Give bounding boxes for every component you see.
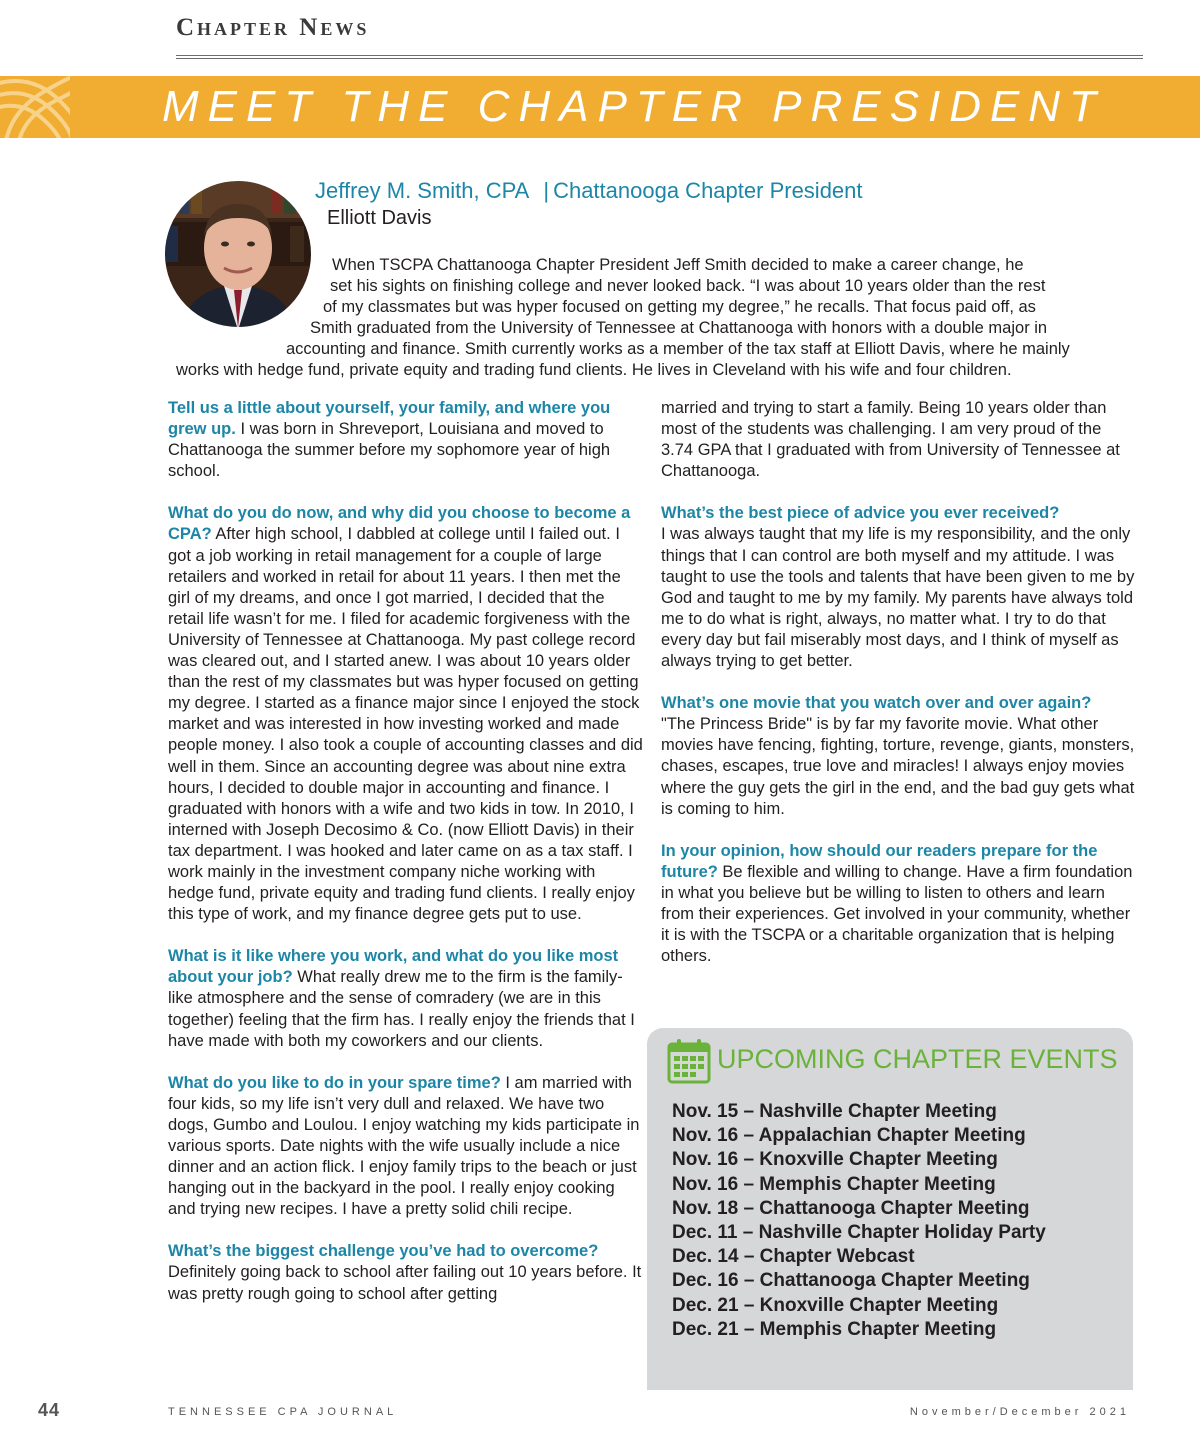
header-rule [176,55,1143,59]
answer: Definitely going back to school after failing out 10 years before. It was pretty rough going to school after getting [168,1263,642,1303]
left-column [168,398,643,1326]
intro-line: accounting and finance. Smith currently works as a member of the tax staff at Elliott Davis, where he mainly [286,340,1070,358]
president-name: Jeffrey M. Smith, CPA [315,178,530,203]
event-item: Nov. 16 – Knoxville Chapter Meeting [672,1149,998,1171]
president-portrait [162,178,314,330]
intro-line: When TSCPA Chattanooga Chapter President Jeff Smith decided to make a career change, he [332,256,1024,274]
event-item: Dec. 16 – Chattanooga Chapter Meeting [672,1270,1030,1292]
upcoming-events-box [647,1028,1133,1390]
question: What do you like to do in your spare time? [168,1073,501,1092]
qa-block [168,1241,643,1304]
intro-line: set his sights on finishing college and never looked back. “I was about 10 years older than the rest [330,277,1046,295]
knot-decoration-icon [0,76,70,138]
question: What do you do now, and why did you choose to become a CPA? [168,504,631,544]
question: Tell us a little about yourself, your family, and where you grew up. [168,399,611,439]
event-item: Nov. 16 – Memphis Chapter Meeting [672,1173,996,1195]
title-banner [0,76,1200,138]
answer: married and trying to start a family. Being 10 years older than most of the students was challenging. I am very proud of the 3.74 GPA that I graduated with from University of Tennessee at Chattanooga. [661,399,1120,481]
qa-block [661,693,1136,820]
event-item: Nov. 15 – Nashville Chapter Meeting [672,1101,997,1122]
intro-line: works with hedge fund, private equity and trading fund clients. He lives in Cleveland with his wife and four children. [176,361,1012,379]
event-item: Nov. 16 – Appalachian Chapter Meeting [672,1125,1026,1147]
answer: "The Princess Bride" is by far my favorite movie. What other movies have fencing, fighting, torture, revenge, giants, monsters, chases, escapes, true love and miracles! I always enjoy movies where the guy gets the girl in the end, and the bad guy gets what is coming to him. [661,715,1135,818]
intro-line: of my classmates but was hyper focused on getting my degree,” he recalls. That focus paid off, as [323,298,1036,316]
question: In your opinion, how should our readers prepare for the future? [661,841,1098,881]
qa-block [168,503,643,925]
answer: What really drew me to the firm is the family-like atmosphere and the sense of comradery (we are in this together) feeling that the firm has. I really enjoy the friends that I have made with both my coworkers and our clients. [168,968,635,1050]
event-item: Dec. 14 – Chapter Webcast [672,1246,915,1268]
president-firm: Elliott Davis [327,207,432,229]
president-role: Chattanooga Chapter President [553,178,863,203]
intro-line: Smith graduated from the University of Tennessee at Chattanooga with honors with a double major in [310,319,1048,337]
event-item: Dec. 21 – Knoxville Chapter Meeting [672,1294,999,1316]
journal-name: TENNESSEE CPA JOURNAL [168,1406,398,1418]
question: What’s one movie that you watch over and over again? [661,694,1092,713]
qa-block [661,503,1136,672]
answer: Be flexible and willing to change. Have a firm foundation in what you believe but be willing to listen to others and learn from their experiences. Get involved in your community, whether it is with the TSCPA or a charitable organization that is helping others. [661,862,1133,966]
name-separator: | [543,178,550,203]
page-number: 44 [38,1400,61,1420]
answer: I was always taught that my life is my responsibility, and the only things that I can control are both myself and my attitude. I was taught to use the tools and talents that have been given to me by God and taught to me by my family. My parents have always told me to do what is right, always, no matter what. I try to do that every day but fail miserably most days, and I think of myself as always trying to get better. [661,525,1135,671]
qa-block [168,1073,643,1221]
calendar-icon [667,1038,711,1084]
question: What’s the best piece of advice you ever received? [661,504,1060,523]
qa-block [168,398,643,482]
events-title: UPCOMING CHAPTER EVENTS [717,1044,1118,1074]
president-name-line [315,178,863,204]
issue-date: November/December 2021 [909,1406,1130,1418]
banner-title: MEET THE CHAPTER PRESIDENT [162,82,1105,131]
event-item: Nov. 18 – Chattanooga Chapter Meeting [672,1197,1030,1219]
answer: I was born in Shreveport, Louisiana and moved to Chattanooga the summer before my sophomore year of high school. [168,420,611,481]
right-column [661,398,1136,988]
section-title: Chapter News [176,14,370,41]
answer: After high school, I dabbled at college until I failed out. I got a job working in retail management for a couple of large retailers and worked in retail for about 11 years. I then met the girl of my dreams, and once I got married, I decided that the retail life wasn’t for me. I filed for academic forgiveness with the University of Tennessee at Chattanooga. My past college record was cleared out, and I started anew. I was about 10 years older than the rest of my classmates but was hyper focused on getting my degree. I started as a finance major since I enjoyed the stock market and was interested in how investing worked and made people money. I also took a couple of accounting classes and did well in them. Since an accounting degree was about nine extra hours, I decided to double major in accounting and finance. I graduated with honors with a wife and two kids in tow. In 2010, I interned with Joseph Decosimo & Co. (now Elliott Davis) in their tax department. I was hooked and later came on as a tax staff. I work mainly in the investment company niche working with hedge fund, private equity and trading fund clients. I really enjoy this type of work, and my finance degree gets put to use. [168,525,643,924]
qa-block [168,946,643,1051]
events-list [672,1100,1046,1342]
qa-block [661,841,1136,968]
question: What is it like where you work, and what do you like most about your job? [168,947,619,987]
question: What’s the biggest challenge you’ve had to overcome? [168,1242,599,1261]
event-item: Dec. 21 – Memphis Chapter Meeting [672,1318,997,1340]
qa-block [661,398,1136,482]
answer: I am married with four kids, so my life isn’t very dull and relaxed. We have two dogs, Gumbo and Loulou. I enjoy watching my kids participate in various sports. Date nights with the wife usually include a nice dinner and an action flick. I enjoy family trips to the beach or just hanging out in the backyard in the pool. I really enjoy cooking and trying new recipes. I have a pretty solid chili recipe. [168,1073,640,1219]
event-item: Dec. 11 – Nashville Chapter Holiday Party [672,1222,1046,1244]
